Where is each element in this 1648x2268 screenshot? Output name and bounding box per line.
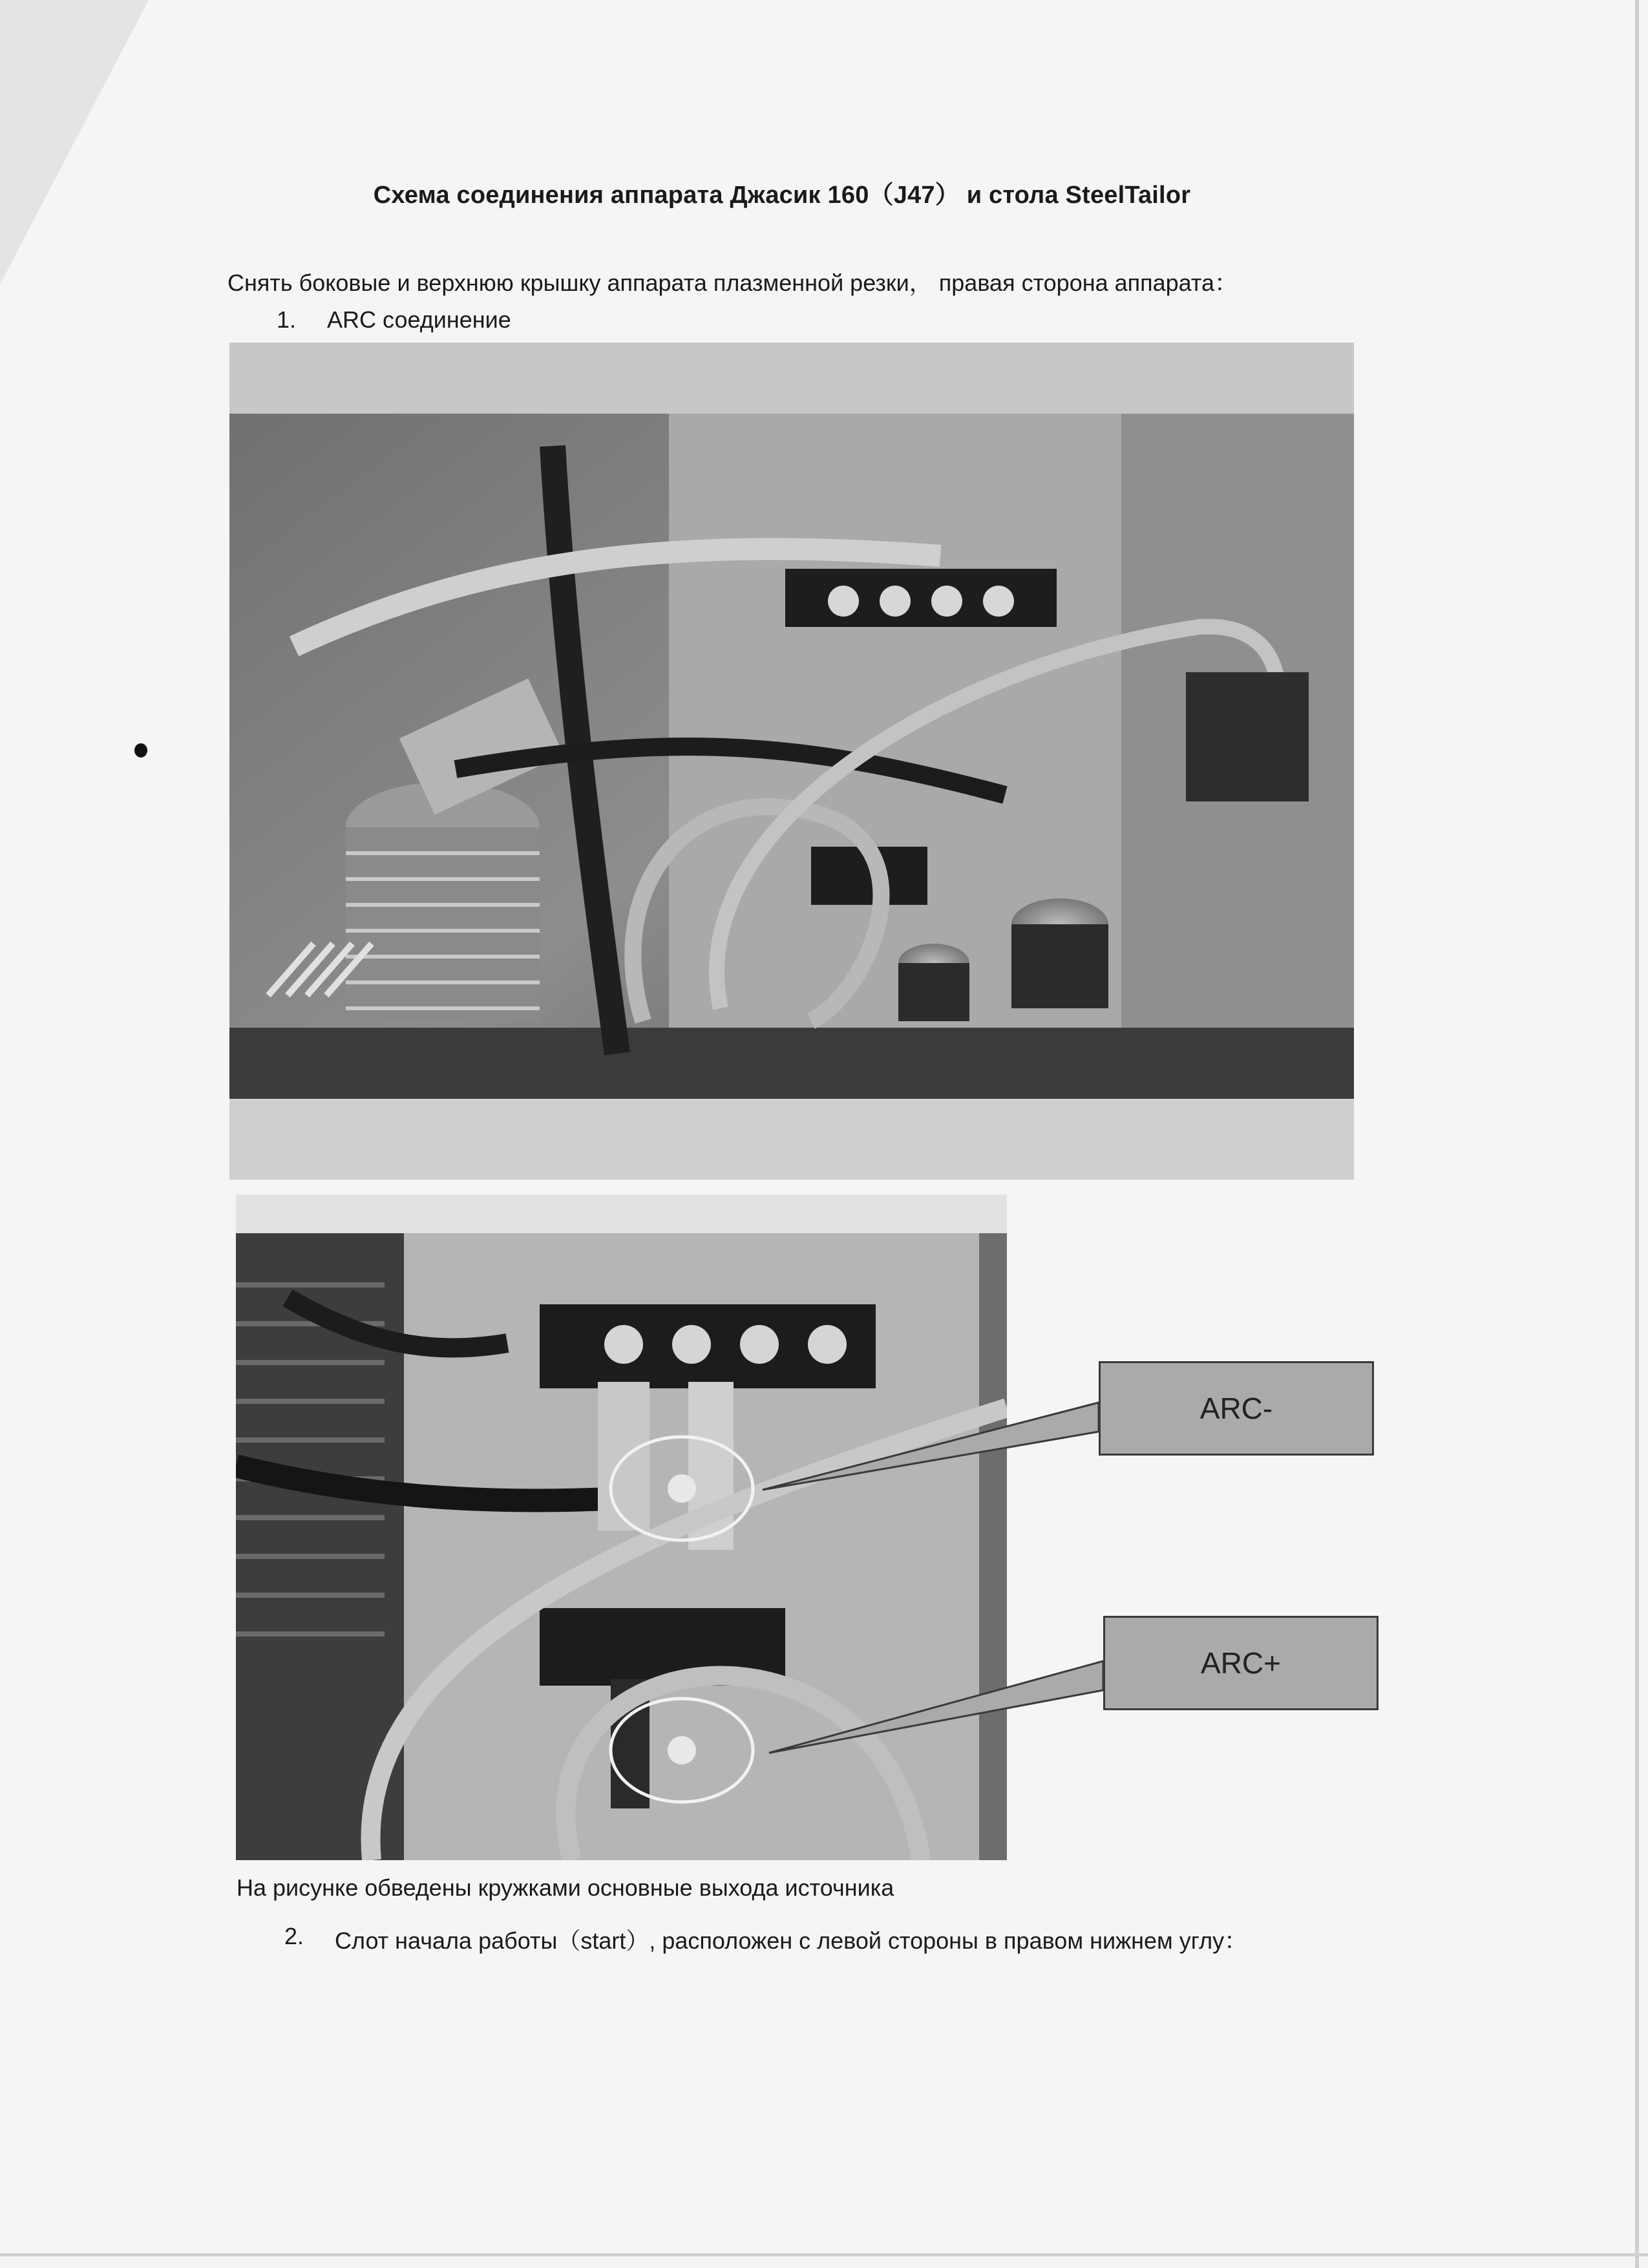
step-2 [284, 1923, 1247, 1956]
step-number: 1. [277, 306, 297, 333]
step-text: ARC соединение [327, 306, 511, 333]
step-1 [277, 306, 511, 334]
folded-corner [0, 0, 149, 284]
page-edge [1635, 0, 1639, 2268]
arc-plus-label: ARC+ [1201, 1646, 1281, 1680]
machine-interior-photo [229, 343, 1354, 1180]
scan-dot [134, 743, 147, 758]
figure-caption: На рисунке обведены кружками основные выхода источника [237, 1874, 894, 1901]
arc-minus-callout [1099, 1361, 1374, 1456]
intro-text: Снять боковые и верхнюю крышку аппарата плазменной резки， правая сторона аппарата： [227, 270, 1238, 296]
step-text: Слот начала работы（start）, расположен с левой стороны в правом нижнем углу： [335, 1927, 1248, 1954]
page-edge-bottom [0, 2253, 1648, 2256]
document-title: Схема соединения аппарата Джасик 160（J47） и стола SteelTailor [373, 182, 1191, 209]
terminal-closeup-photo [236, 1194, 1007, 1860]
step-number: 2. [284, 1923, 304, 1949]
arc-plus-callout [1103, 1616, 1379, 1710]
arc-minus-label: ARC- [1199, 1392, 1273, 1425]
